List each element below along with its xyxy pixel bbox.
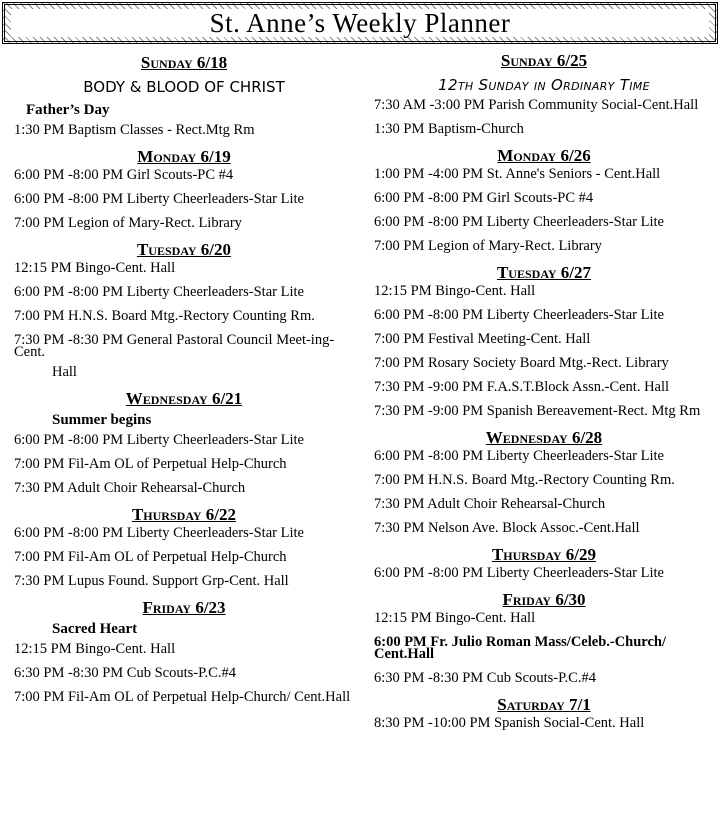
event-item: 8:30 PM -10:00 PM Spanish Social-Cent. Hall [374, 715, 645, 731]
day-heading-sunday: Sunday 6/25 [500, 51, 588, 70]
event-item-highlight: 6:00 PM Fr. Julio Roman Mass/Celeb.-Church/ Cent.Hall [374, 634, 667, 662]
day-heading-wednesday: Wednesday 6/21 [125, 389, 243, 408]
left-column [14, 50, 354, 715]
observance-note: Summer begins [52, 412, 152, 428]
event-item: 6:00 PM -8:00 PM Liberty Cheerleaders-Star Lite [374, 448, 664, 464]
event-item: 1:30 PM Baptism Classes - Rect.Mtg Rm [14, 122, 255, 138]
right-column [374, 50, 714, 741]
event-item: 7:30 PM -8:30 PM General Pastoral Council Meet-ing-Cent. [14, 332, 335, 360]
event-item: 6:00 PM -8:00 PM Liberty Cheerleaders-Star Lite [14, 525, 304, 541]
event-item: 6:00 PM -8:00 PM Liberty Cheerleaders-Star Lite [374, 307, 664, 323]
event-item: 7:30 PM -9:00 PM F.A.S.T.Block Assn.-Cent. Hall [374, 379, 670, 395]
event-item: 7:30 PM Adult Choir Rehearsal-Church [14, 480, 246, 496]
observance-note: Sacred Heart [52, 621, 138, 637]
event-item: 7:30 PM Lupus Found. Support Grp-Cent. Hall [14, 573, 289, 589]
event-item: 7:00 PM Legion of Mary-Rect. Library [374, 238, 602, 254]
day-heading-friday: Friday 6/23 [142, 598, 226, 617]
title-banner-inner [11, 9, 709, 37]
day-heading-friday: Friday 6/30 [502, 590, 586, 609]
title-banner [2, 2, 718, 44]
event-item: 6:00 PM -8:00 PM Liberty Cheerleaders-Star Lite [14, 432, 304, 448]
feast-title: BODY & BLOOD OF CHRIST [83, 78, 285, 96]
event-item: 7:00 PM Legion of Mary-Rect. Library [14, 215, 242, 231]
day-heading-monday: Monday 6/26 [497, 146, 591, 165]
day-heading-tuesday: Tuesday 6/27 [496, 263, 592, 282]
event-item: 6:00 PM -8:00 PM Liberty Cheerleaders-Star Lite [374, 214, 664, 230]
event-item: 7:00 PM Fil-Am OL of Perpetual Help-Church [14, 549, 287, 565]
event-item: 7:00 PM Fil-Am OL of Perpetual Help-Church/ Cent.Hall [14, 689, 351, 705]
day-heading-monday: Monday 6/19 [137, 147, 231, 166]
event-item: 1:30 PM Baptism-Church [374, 121, 524, 137]
event-item: 7:00 PM H.N.S. Board Mtg.-Rectory Counting Rm. [374, 472, 675, 488]
day-heading-saturday: Saturday 7/1 [497, 695, 591, 714]
event-item: 7:30 AM -3:00 PM Parish Community Social-Cent.Hall [374, 97, 699, 113]
event-item: 6:00 PM -8:00 PM Girl Scouts-PC #4 [14, 167, 234, 183]
event-item: 7:30 PM Nelson Ave. Block Assoc.-Cent.Hall [374, 520, 640, 536]
event-item: 12:15 PM Bingo-Cent. Hall [14, 641, 176, 657]
day-heading-thursday: Thursday 6/22 [131, 505, 237, 524]
feast-title: 12th Sunday in Ordinary Time [438, 76, 650, 94]
page-title: St. Anne’s Weekly Planner [209, 7, 511, 38]
event-item: 12:15 PM Bingo-Cent. Hall [374, 610, 536, 626]
day-heading-sunday: Sunday 6/18 [140, 53, 228, 72]
event-item: 6:00 PM -8:00 PM Girl Scouts-PC #4 [374, 190, 594, 206]
event-item: 7:30 PM Adult Choir Rehearsal-Church [374, 496, 606, 512]
event-item: 6:00 PM -8:00 PM Liberty Cheerleaders-Star Lite [14, 284, 304, 300]
event-item: 7:00 PM Fil-Am OL of Perpetual Help-Church [14, 456, 287, 472]
event-item: 7:00 PM H.N.S. Board Mtg.-Rectory Counting Rm. [14, 308, 315, 324]
event-item: 7:00 PM Rosary Society Board Mtg.-Rect. Library [374, 355, 669, 371]
event-item: 12:15 PM Bingo-Cent. Hall [374, 283, 536, 299]
event-item-continued: Hall [52, 364, 77, 380]
observance-note: Father’s Day [26, 102, 110, 118]
day-heading-wednesday: Wednesday 6/28 [485, 428, 603, 447]
event-item: 7:00 PM Festival Meeting-Cent. Hall [374, 331, 591, 347]
event-item: 6:00 PM -8:00 PM Liberty Cheerleaders-Star Lite [14, 191, 304, 207]
event-item: 6:30 PM -8:30 PM Cub Scouts-P.C.#4 [374, 670, 596, 686]
event-item: 6:00 PM -8:00 PM Liberty Cheerleaders-Star Lite [374, 565, 664, 581]
day-heading-tuesday: Tuesday 6/20 [136, 240, 232, 259]
event-item: 7:30 PM -9:00 PM Spanish Bereavement-Rect. Mtg Rm [374, 403, 701, 419]
event-item: 12:15 PM Bingo-Cent. Hall [14, 260, 176, 276]
event-item: 6:30 PM -8:30 PM Cub Scouts-P.C.#4 [14, 665, 236, 681]
event-item: 1:00 PM -4:00 PM St. Anne's Seniors - Cent.Hall [374, 166, 661, 182]
day-heading-thursday: Thursday 6/29 [491, 545, 597, 564]
